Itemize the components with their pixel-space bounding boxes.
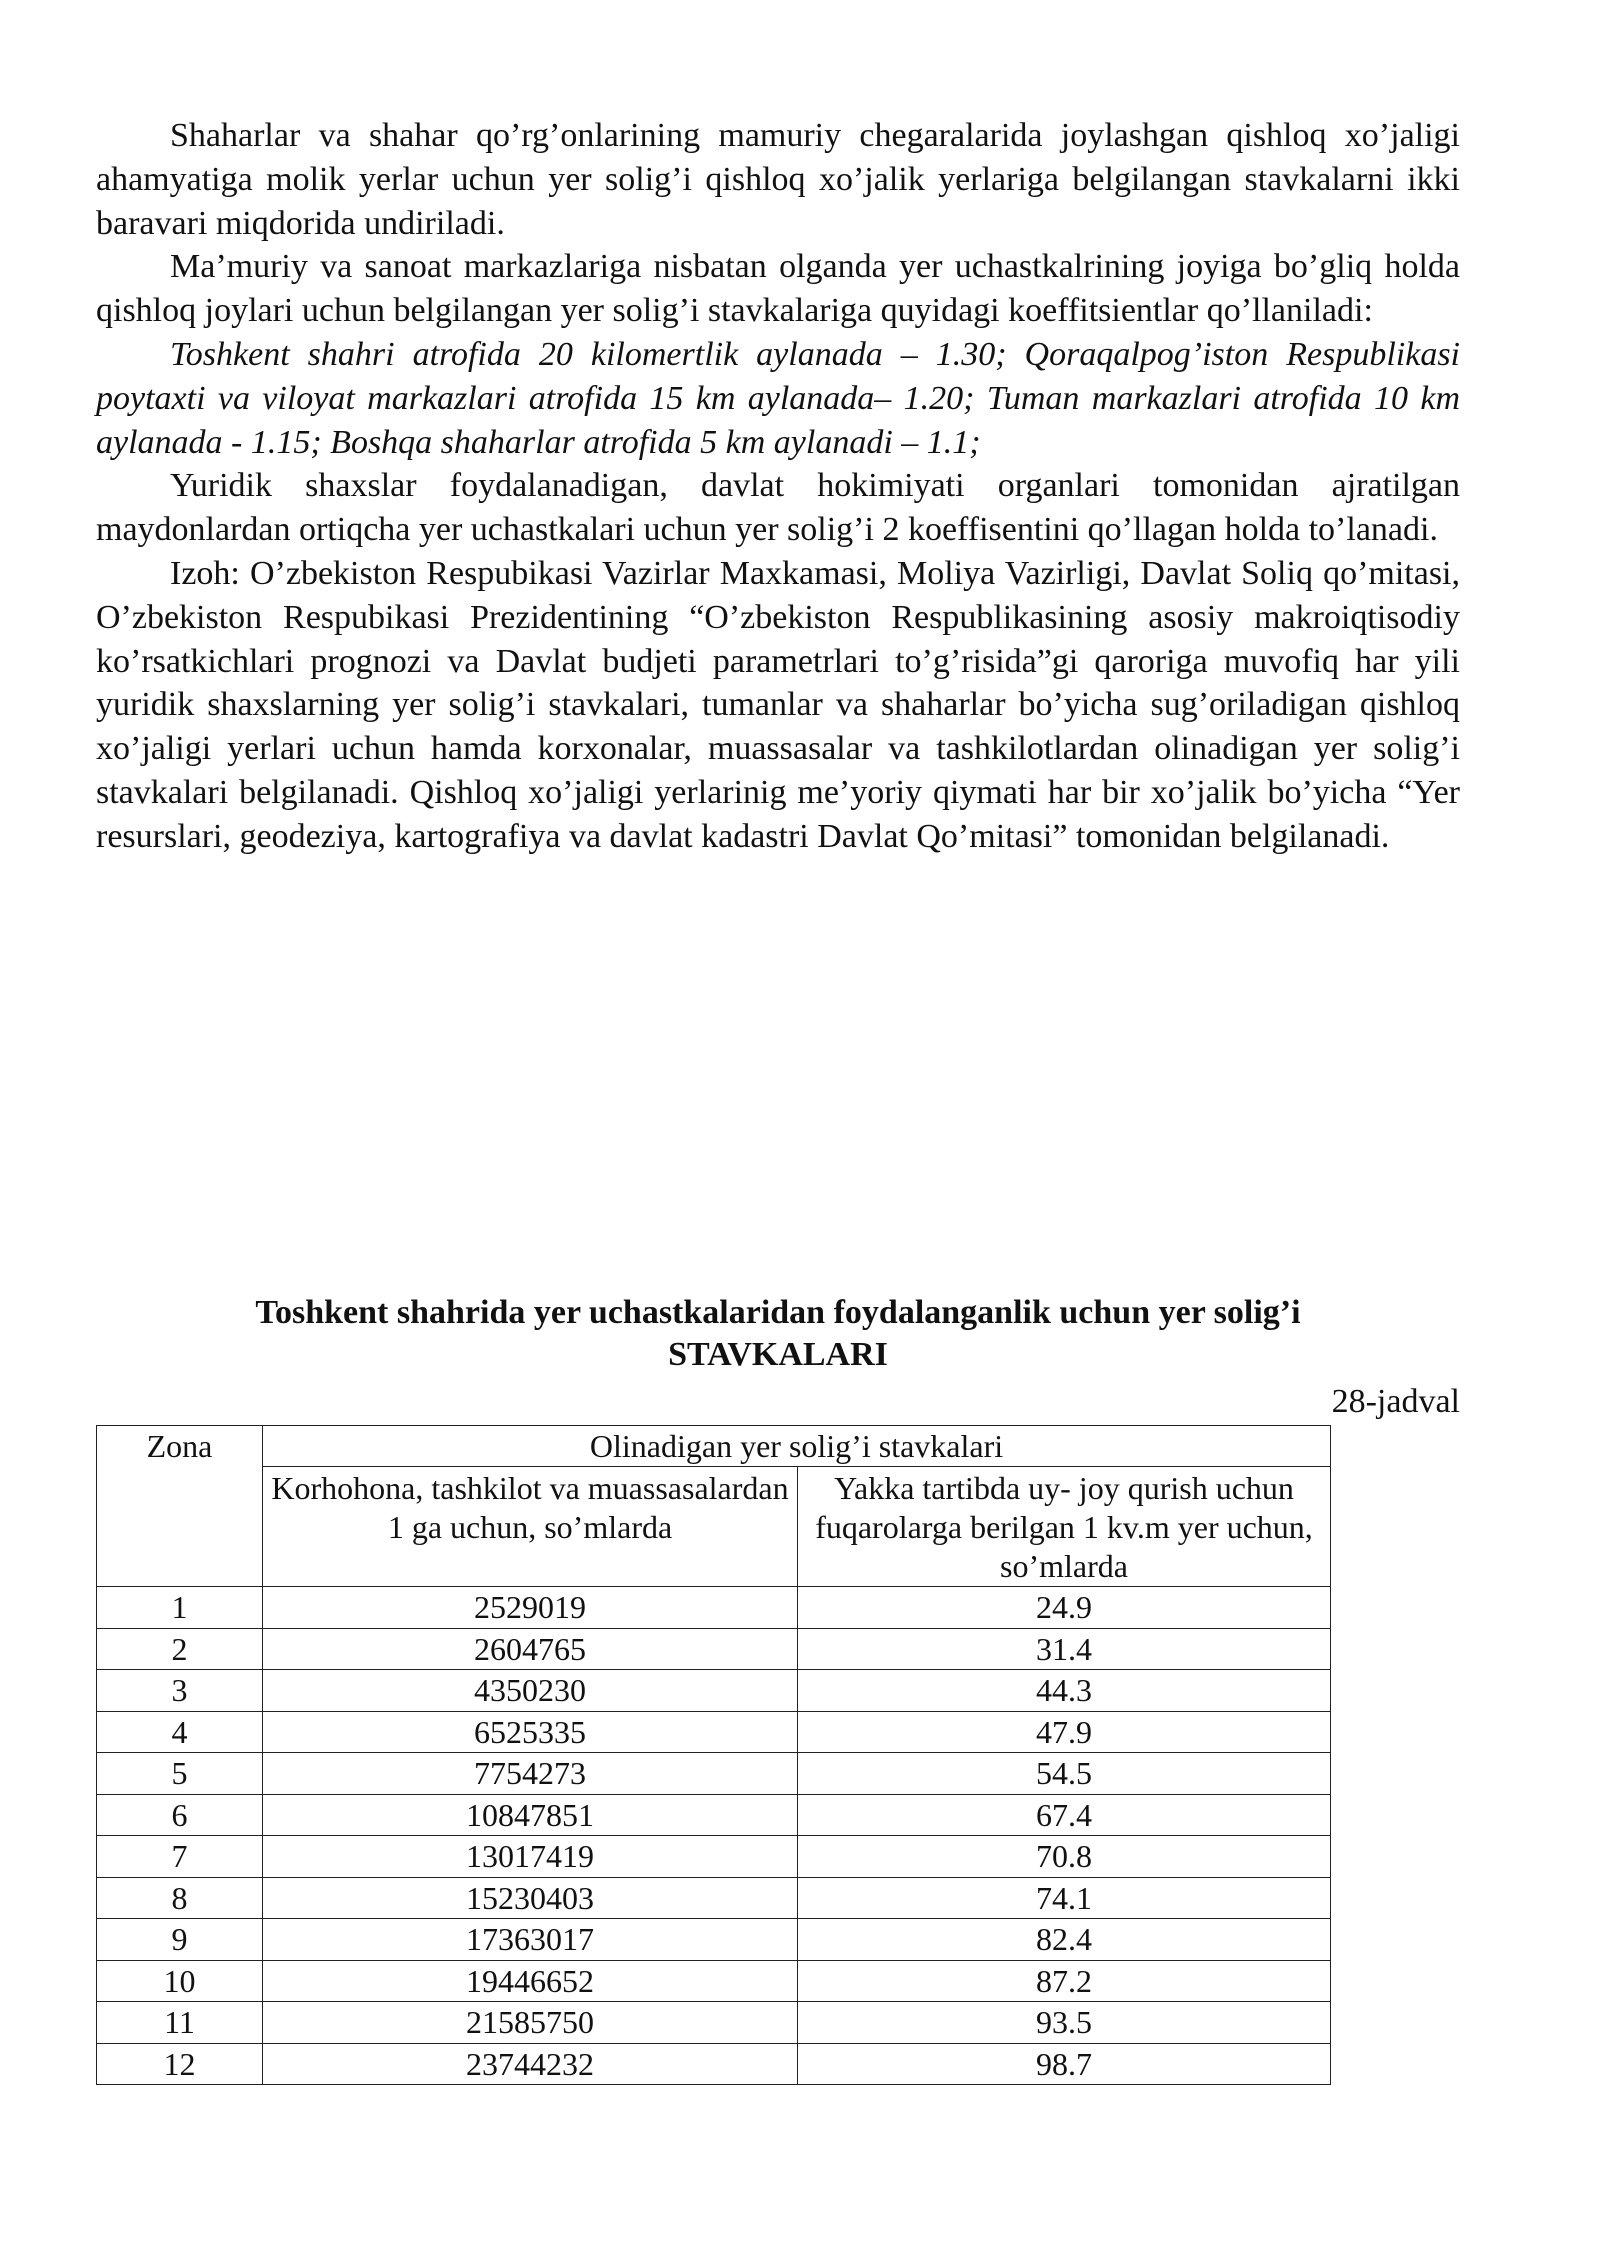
org-rate-cell: 6525335 [263, 1711, 798, 1753]
zona-cell: 2 [97, 1628, 263, 1670]
header-citizen-rate: Yakka tartibda uy- joy qurish uchun fuqarolarga berilgan 1 kv.m yer uchun, so’mlarda [798, 1467, 1331, 1587]
org-rate-cell: 23744232 [263, 2043, 798, 2085]
table-row [97, 1753, 1331, 1795]
zona-cell: 3 [97, 1670, 263, 1712]
org-rate-cell: 13017419 [263, 1836, 798, 1878]
header-zona: Zona [97, 1426, 263, 1587]
zona-cell: 12 [97, 2043, 263, 2085]
table-row [97, 2043, 1331, 2085]
citizen-rate-cell: 74.1 [798, 1877, 1331, 1919]
citizen-rate-cell: 87.2 [798, 1960, 1331, 2002]
paragraph-note: Izoh: O’zbekiston Respubikasi Vazirlar Maxkamasi, Moliya Vazirligi, Davlat Soliq qo’mitasi, O’zbekiston Respubikasi Prezidentining “O’zbekiston Respublikasining asosiy makroiqtisodiy ko’rsatkichlari prognozi va Davlat budjeti parametrlari to’g’risida”gi qaroriga muvofiq har yili yuridik shaxslarning yer solig’i stavkalari, tumanlar va shaharlar bo’yicha sug’oriladigan qishloq xo’jaligi yerlari uchun hamda korxonalar, muassasalar va tashkilotlardan olinadigan yer solig’i stavkalari belgilanadi. Qishloq xo’jaligi yerlarinig me’yoriy qiymati har bir xo’jalik bo’yicha “Yer resurslari, geodeziya, kartografiya va davlat kadastri Davlat Qo’mitasi” tomonidan belgilanadi. [96, 554, 1460, 855]
citizen-rate-cell: 31.4 [798, 1628, 1331, 1670]
table-row [97, 1794, 1331, 1836]
table-title-line1: Toshkent shahrida yer uchastkalaridan foydalanganlik uchun yer solig’i [255, 1294, 1301, 1331]
citizen-rate-cell: 67.4 [798, 1794, 1331, 1836]
org-rate-cell: 4350230 [263, 1670, 798, 1712]
org-rate-cell: 15230403 [263, 1877, 798, 1919]
zona-cell: 7 [97, 1836, 263, 1878]
table-row [97, 1877, 1331, 1919]
table-row [97, 2002, 1331, 2044]
zona-cell: 8 [97, 1877, 263, 1919]
table-row [97, 1919, 1331, 1961]
body-text [96, 114, 1460, 859]
header-rates-group: Olinadigan yer solig’i stavkalari [263, 1426, 1331, 1467]
table-title [96, 1292, 1460, 1376]
citizen-rate-cell: 93.5 [798, 2002, 1331, 2044]
zona-cell: 9 [97, 1919, 263, 1961]
paragraph-legal-entities: Yuridik shaxslar foydalanadigan, davlat hokimiyati organlari tomonidan ajratilgan maydonlardan ortiqcha yer uchastkalari uchun yer solig’i 2 koeffisentini qo’llagan holda to’lanadi. [96, 467, 1460, 549]
org-rate-cell: 7754273 [263, 1753, 798, 1795]
table-body [97, 1587, 1331, 2085]
citizen-rate-cell: 47.9 [798, 1711, 1331, 1753]
citizen-rate-cell: 54.5 [798, 1753, 1331, 1795]
zona-cell: 4 [97, 1711, 263, 1753]
org-rate-cell: 2604765 [263, 1628, 798, 1670]
zona-cell: 11 [97, 2002, 263, 2044]
table-row [97, 1960, 1331, 2002]
citizen-rate-cell: 98.7 [798, 2043, 1331, 2085]
table-row [97, 1670, 1331, 1712]
org-rate-cell: 10847851 [263, 1794, 798, 1836]
paragraph-coefficients-list: Toshkent shahri atrofida 20 kilomertlik aylanada – 1.30; Qoraqalpog’iston Respublikasi poytaxti va viloyat markazlari atrofida 15 km aylanada– 1.20; Tuman markazlari atrofida 10 km aylanada - 1.15; Boshqa shaharlar atrofida 5 km aylanadi – 1.1; [96, 335, 1460, 461]
citizen-rate-cell: 70.8 [798, 1836, 1331, 1878]
table-title-line2: STAVKALARI [668, 1336, 888, 1373]
header-org-rate: Korhohona, tashkilot va muassasalardan 1 ga uchun, so’mlarda [263, 1467, 798, 1587]
citizen-rate-cell: 44.3 [798, 1670, 1331, 1712]
paragraph-urban-farmland: Shaharlar va shahar qo’rg’onlarining mamuriy chegaralarida joylashgan qishloq xo’jaligi ahamyatiga molik yerlar uchun yer solig’i qishloq xo’jalik yerlariga belgilangan stavkalarni ikki baravari miqdorida undiriladi. [96, 117, 1460, 242]
table-row [97, 1711, 1331, 1753]
citizen-rate-cell: 24.9 [798, 1587, 1331, 1629]
tax-rates-table [96, 1425, 1331, 2085]
zona-cell: 10 [97, 1960, 263, 2002]
citizen-rate-cell: 82.4 [798, 1919, 1331, 1961]
table-row [97, 1836, 1331, 1878]
org-rate-cell: 2529019 [263, 1587, 798, 1629]
table-subheader-row [97, 1467, 1331, 1587]
paragraph-coefficients-intro: Ma’muriy va sanoat markazlariga nisbatan olganda yer uchastkalrining joyiga bo’gliq holda qishloq joylari uchun belgilangan yer solig’i stavkalariga quyidagi koeffitsientlar qo’llaniladi: [96, 248, 1460, 330]
org-rate-cell: 19446652 [263, 1960, 798, 2002]
zona-cell: 1 [97, 1587, 263, 1629]
org-rate-cell: 21585750 [263, 2002, 798, 2044]
zona-cell: 6 [97, 1794, 263, 1836]
table-row [97, 1587, 1331, 1629]
org-rate-cell: 17363017 [263, 1919, 798, 1961]
table-header-row [97, 1426, 1331, 1467]
zona-cell: 5 [97, 1753, 263, 1795]
table-number: 28-jadval [1331, 1383, 1460, 1420]
table-row [97, 1628, 1331, 1670]
